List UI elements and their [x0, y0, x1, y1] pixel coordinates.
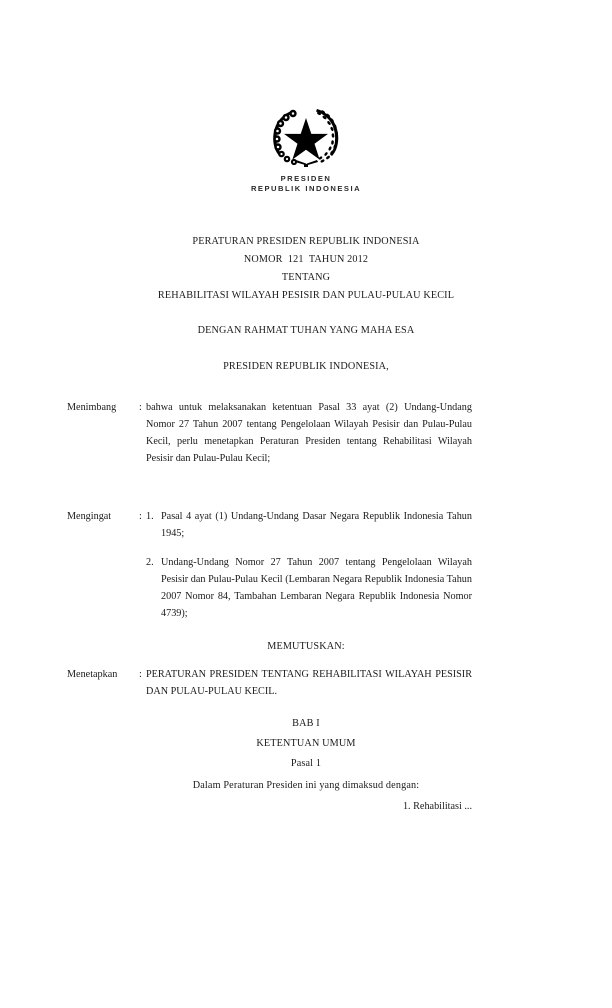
clause-menimbang-colon: :: [139, 402, 142, 413]
clause-menimbang-label: Menimbang: [67, 402, 117, 413]
chapter-block: [70, 714, 542, 796]
clause-mengingat-label: Mengingat: [67, 511, 112, 522]
title-line-subject: REHABILITASI WILAYAH PESISIR DAN PULAU-PULAU KECIL: [157, 290, 455, 301]
clause-mengingat-body: [146, 508, 472, 622]
mengingat-item-1-number: 1.: [146, 511, 154, 522]
mengingat-item-2-number: 2.: [146, 557, 154, 568]
article-number: Pasal 1: [290, 758, 322, 769]
clause-menimbang: [67, 399, 472, 467]
emblem-caption-line2: REPUBLIK INDONESIA: [250, 184, 362, 193]
clause-mengingat: [67, 508, 472, 622]
clause-menetapkan-text: PERATURAN PRESIDEN TENTANG REHABILITASI WILAYAH PESISIR DAN PULAU-PULAU KECIL.: [146, 669, 472, 697]
clause-menimbang-text: bahwa untuk melaksanakan ketentuan Pasal 33 ayat (2) Undang-Undang Nomor 27 Tahun 2007 tentang Pengelolaan Wilayah Pesisir dan Pulau-Pulau Kecil, perlu menetapkan Peraturan Presiden tentang Rehabilitasi Wilayah Pesisir dan Pulau-Pulau Kecil;: [146, 402, 472, 464]
clause-menetapkan-colon: :: [139, 669, 142, 680]
title-line-tentang: TENTANG: [281, 272, 331, 283]
list-item: [146, 508, 472, 542]
invocation-line: DENGAN RAHMAT TUHAN YANG MAHA ESA: [197, 325, 415, 336]
emblem-caption-line1: PRESIDEN: [280, 174, 332, 183]
clause-menetapkan: [67, 666, 472, 700]
document-title-block: [70, 233, 542, 305]
title-line-regulation-name: PERATURAN PRESIDEN REPUBLIK INDONESIA: [192, 236, 420, 247]
authority-line: PRESIDEN REPUBLIK INDONESIA,: [223, 361, 389, 372]
mengingat-item-2-text: Undang-Undang Nomor 27 Tahun 2007 tentang Pengelolaan Wilayah Pesisir dan Pulau-Pulau Kecil (Lembaran Negara Republik Indonesia Tahun 2007 Nomor 84, Tambahan Lembaran Negara Republik Indonesia Nomor 4739);: [161, 557, 472, 619]
presidential-emblem-block: [0, 100, 612, 194]
chapter-number: BAB I: [292, 718, 320, 729]
clause-menetapkan-label: Menetapkan: [67, 669, 118, 680]
title-line-number-year: NOMOR 121 TAHUN 2012: [243, 254, 369, 265]
mengingat-list: [146, 508, 472, 622]
clause-menetapkan-body: [146, 666, 472, 700]
mengingat-item-1-text: Pasal 4 ayat (1) Undang-Undang Dasar Negara Republik Indonesia Tahun 1945;: [161, 511, 472, 539]
chapter-title: KETENTUAN UMUM: [256, 738, 356, 749]
indonesian-presidential-seal-icon: [265, 100, 347, 168]
list-item: [146, 554, 472, 622]
clause-menimbang-body: [146, 399, 472, 467]
clause-mengingat-colon: :: [139, 511, 142, 522]
article-intro-text: Dalam Peraturan Presiden ini yang dimaksud dengan:: [192, 780, 420, 791]
memutuskan-heading: MEMUTUSKAN:: [267, 641, 345, 652]
emblem-caption: [0, 174, 612, 194]
continuation-marker: 1. Rehabilitasi ...: [402, 801, 472, 812]
